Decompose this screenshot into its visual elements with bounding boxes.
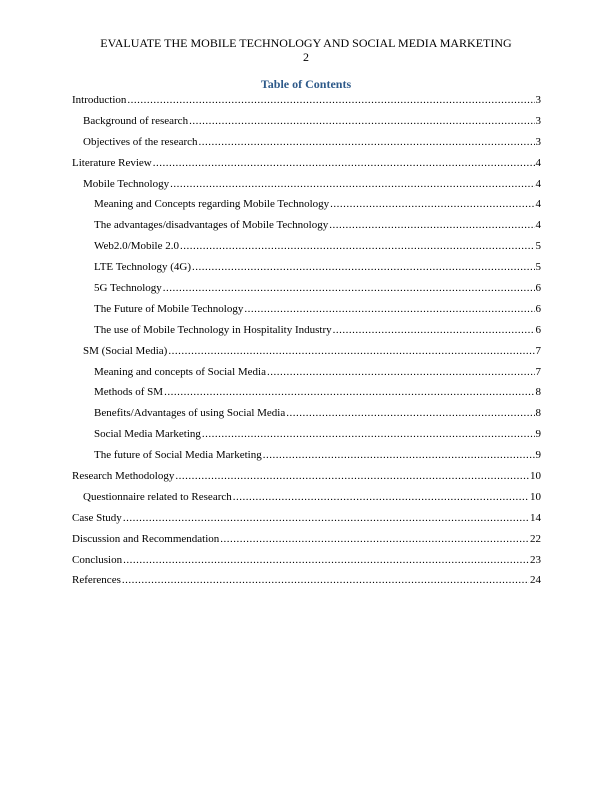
toc-entry[interactable] [72,93,541,114]
toc-entry-label: The future of Social Media Marketing [94,449,262,462]
toc-entry[interactable] [72,365,541,386]
toc-entry-page-number: 6 [535,302,541,315]
toc-entry-label: Meaning and concepts of Social Media [94,365,266,378]
page-number: 2 [303,50,309,64]
toc-entry-page-number: 5 [535,240,541,253]
toc-entry[interactable] [72,302,541,323]
toc-entry-page-number: 7 [535,344,541,357]
toc-entry[interactable] [72,511,541,532]
toc-dot-leader [189,114,534,128]
toc-dot-leader [123,553,529,567]
toc-dot-leader [233,490,529,504]
toc-dot-leader [330,197,534,211]
toc-entry-label: Mobile Technology [83,177,170,190]
toc-dot-leader [163,281,535,295]
toc-entry-label: SM (Social Media) [83,344,168,357]
toc-entry-page-number: 8 [535,386,541,399]
toc-entry[interactable] [72,469,541,490]
toc-entry-label: Research Methodology [72,470,175,483]
toc-entry-page-number: 14 [530,511,541,524]
toc-entry-label: LTE Technology (4G) [94,261,191,274]
toc-entry-label: Social Media Marketing [94,428,201,441]
toc-entry-page-number: 9 [535,428,541,441]
toc-entry[interactable] [72,135,541,156]
toc-entry-page-number: 4 [535,177,541,190]
toc-entry-page-number: 6 [535,282,541,295]
toc-entry-page-number: 8 [535,407,541,420]
toc-entry-label: Background of research [83,114,189,127]
toc-entry-label: 5G Technology [94,282,162,295]
toc-entry[interactable] [72,156,541,177]
toc-entry-label: Benefits/Advantages of using Social Media [94,407,286,420]
toc-dot-leader [180,239,535,253]
toc-entry-page-number: 10 [530,490,541,503]
toc-dot-leader [175,469,529,483]
toc-entry-page-number: 4 [535,156,541,169]
toc-entry-page-number: 7 [535,365,541,378]
toc-entry[interactable] [72,532,541,553]
toc-entry-label: Methods of SM [94,386,164,399]
toc-entry[interactable] [72,553,541,574]
toc-entry-page-number: 23 [530,553,541,566]
toc-entry-label: Objectives of the research [83,135,198,148]
toc-entry[interactable] [72,427,541,448]
toc-entry-label: Literature Review [72,156,152,169]
running-head [0,36,612,64]
toc-entry-label: Introduction [72,94,127,106]
toc-dot-leader [127,93,534,107]
toc-entry-label: The Future of Mobile Technology [94,302,244,315]
toc-entry[interactable] [72,260,541,281]
toc-dot-leader [220,532,529,546]
toc-dot-leader [263,448,535,462]
toc-entry-label: Conclusion [72,553,123,566]
toc-dot-leader [122,573,529,587]
toc-dot-leader [329,218,534,232]
toc-entry-label: Questionnaire related to Research [83,490,232,503]
toc-entry-page-number: 22 [530,532,541,545]
toc-entry[interactable] [72,323,541,344]
toc-entry[interactable] [72,490,541,511]
toc-entry-label: Discussion and Recommendation [72,532,220,545]
toc-entry-page-number: 10 [530,470,541,483]
toc-entry-page-number: 3 [535,94,541,106]
toc-dot-leader [192,260,535,274]
toc-dot-leader [153,156,535,170]
toc-entry-page-number: 6 [535,323,541,336]
toc-entry-label: The use of Mobile Technology in Hospitality Industry [94,323,332,336]
toc-entry-label: The advantages/disadvantages of Mobile Technology [94,219,329,232]
toc-entry-page-number: 4 [535,198,541,211]
toc-dot-leader [333,323,535,337]
toc-dot-leader [199,135,535,149]
toc-entry-page-number: 24 [530,574,541,587]
toc-dot-leader [123,511,529,525]
toc-entry-page-number: 4 [535,219,541,232]
running-head-title: EVALUATE THE MOBILE TECHNOLOGY AND SOCIAL MEDIA MARKETING [100,36,512,50]
toc-entry[interactable] [72,218,541,239]
toc-entry[interactable] [72,406,541,427]
toc-entry-page-number: 3 [535,135,541,148]
toc-dot-leader [286,406,534,420]
toc-dot-leader [164,385,534,399]
toc-entry[interactable] [72,448,541,469]
toc-dot-leader [244,302,534,316]
toc-entry[interactable] [72,239,541,260]
toc-entry-page-number: 9 [535,449,541,462]
toc-entry[interactable] [72,114,541,135]
toc-entry-label: References [72,574,121,587]
toc-dot-leader [168,344,534,358]
toc-entry[interactable] [72,281,541,302]
toc-entry[interactable] [72,197,541,218]
table-of-contents [72,93,541,594]
toc-entry-label: Meaning and Concepts regarding Mobile Technology [94,198,330,211]
toc-entry-page-number: 5 [535,261,541,274]
toc-dot-leader [202,427,535,441]
toc-entry-page-number: 3 [535,114,541,127]
toc-entry[interactable] [72,385,541,406]
toc-entry-label: Case Study [72,511,122,524]
toc-heading: Table of Contents [260,77,352,91]
toc-entry[interactable] [72,344,541,365]
toc-entry-label: Web2.0/Mobile 2.0 [94,240,179,253]
toc-entry[interactable] [72,177,541,198]
toc-dot-leader [170,177,534,191]
toc-dot-leader [267,365,535,379]
toc-entry[interactable] [72,573,541,594]
